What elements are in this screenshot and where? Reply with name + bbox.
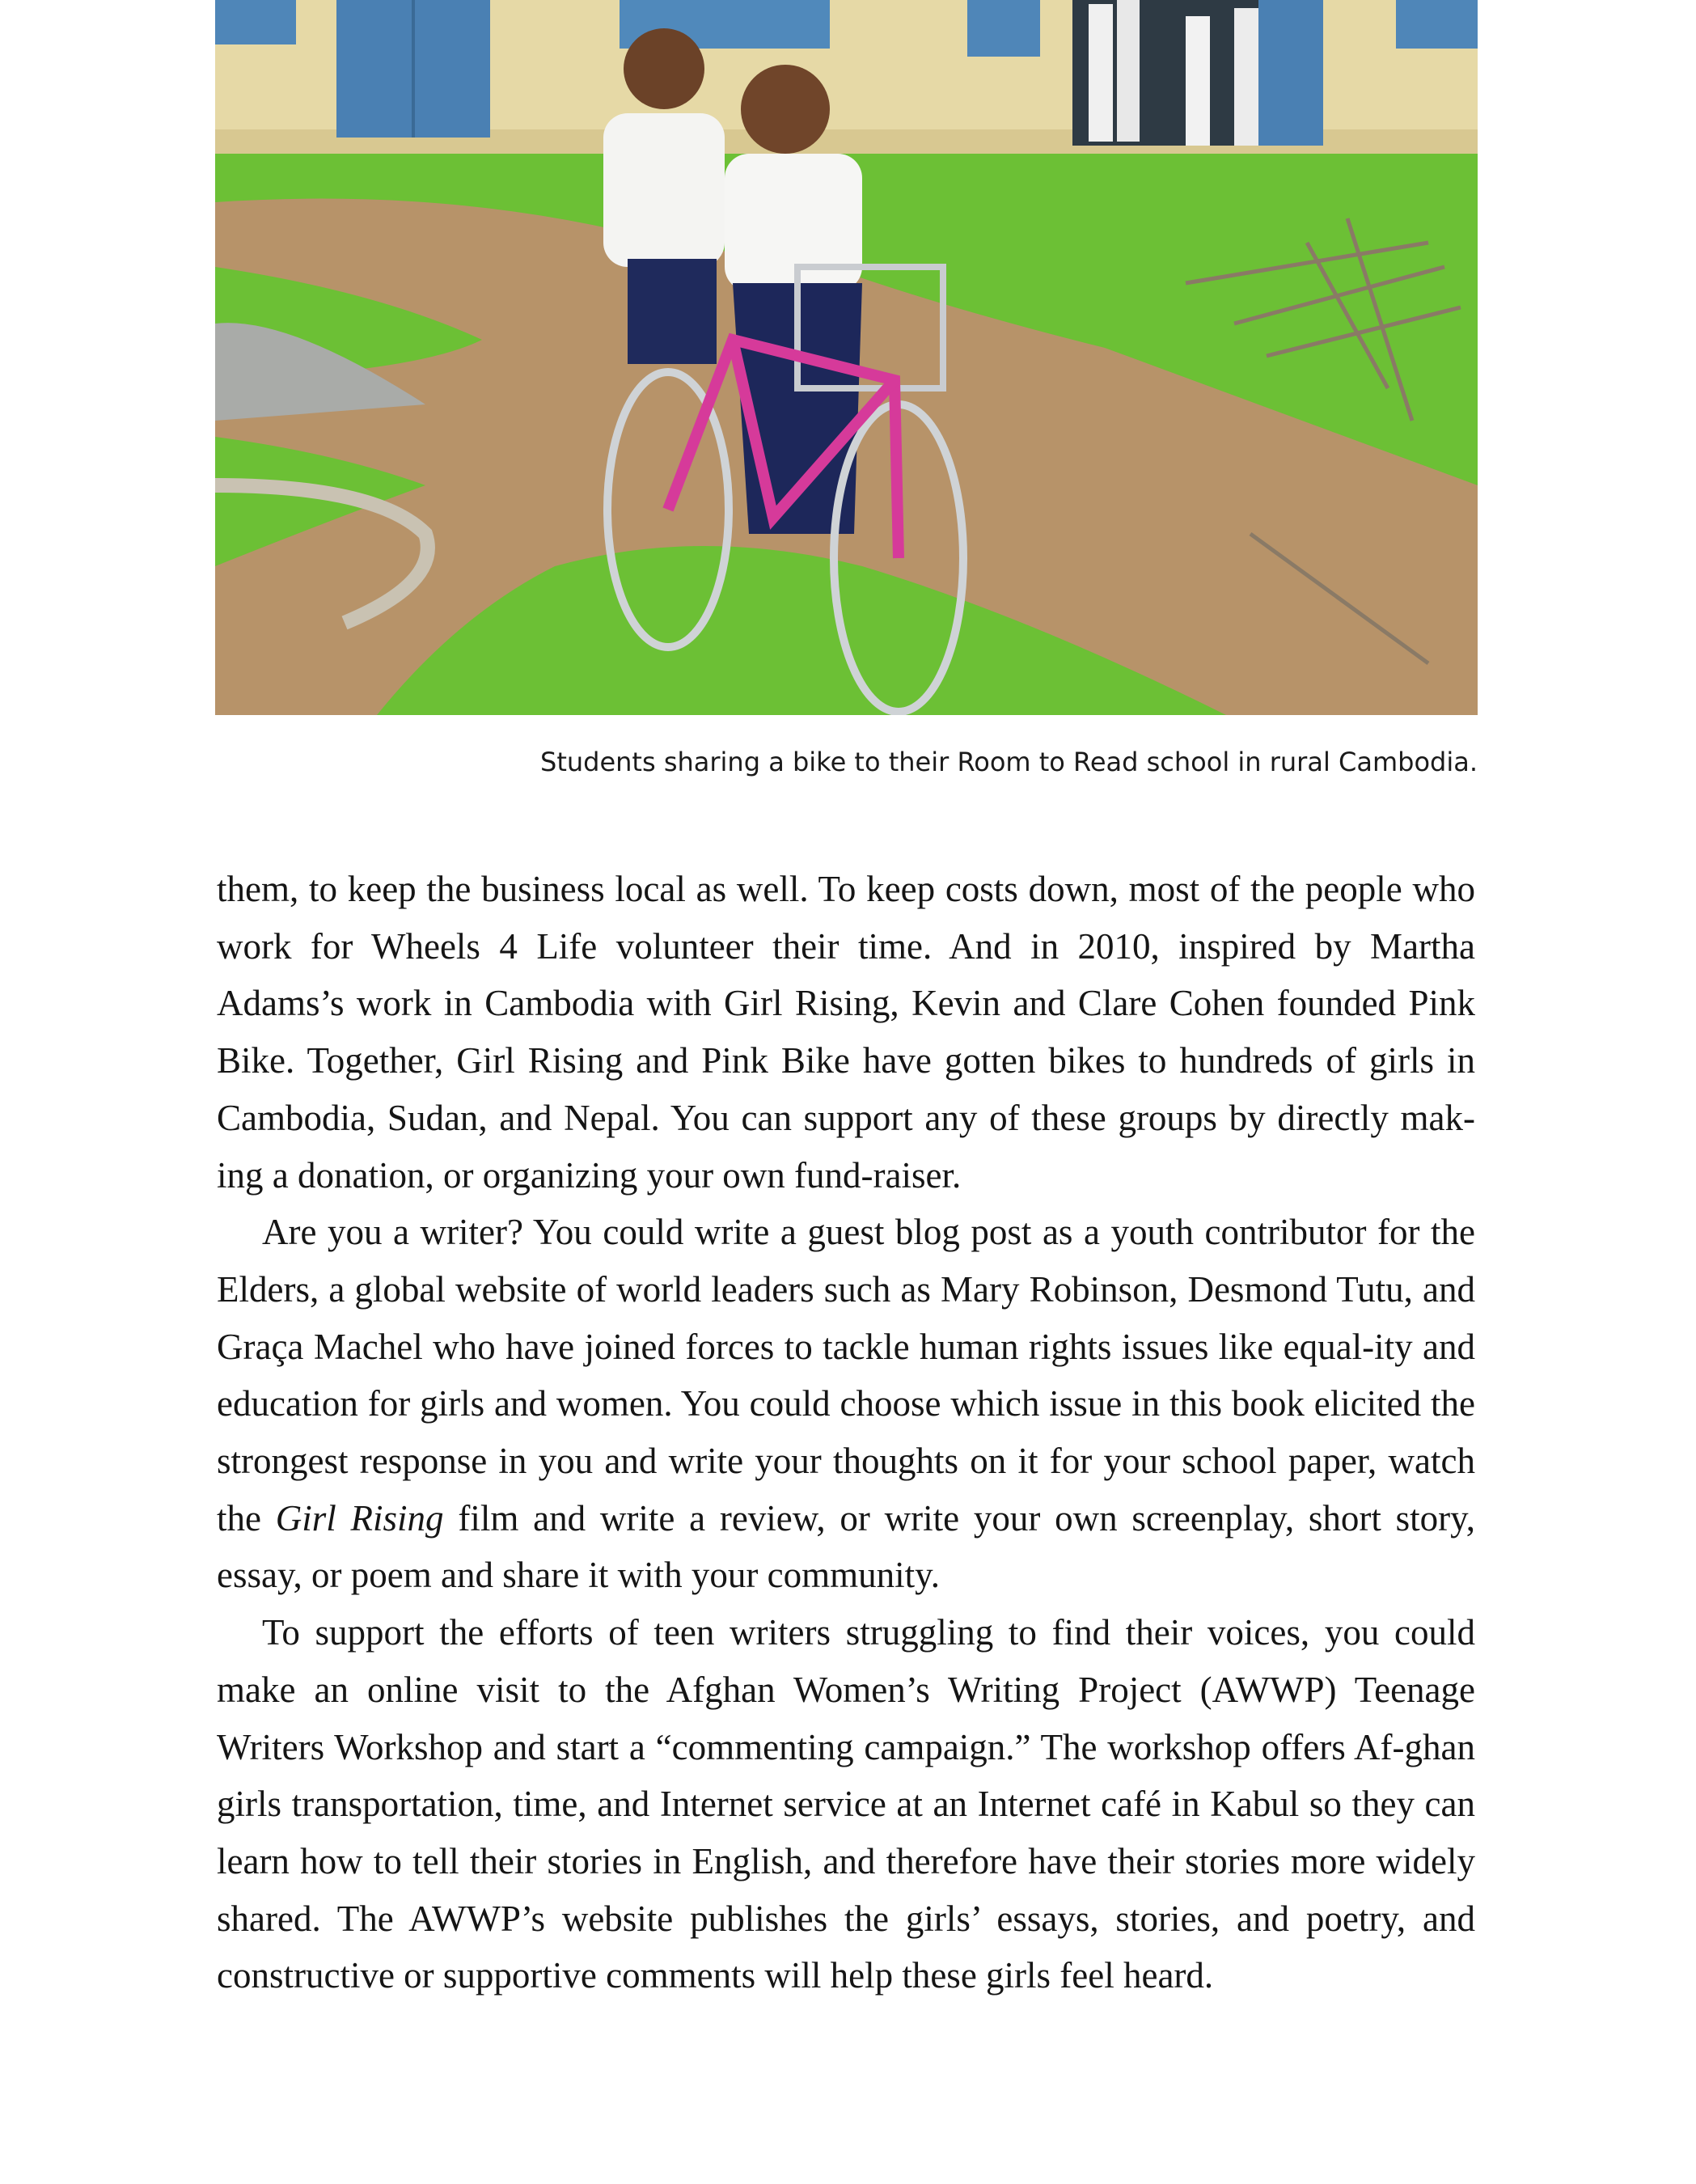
body-text [217, 861, 1475, 2004]
paragraph-3: To support the efforts of teen writers struggling to find their voices, you could make an online visit to the Afghan Women’s Writing Project (AWWP) Teenage Writers Workshop and start a “commenting campaign.” The workshop offers Af-ghan girls transportation, time, and Internet service at an Internet café in Kabul so they can learn how to tell their stories in English, and therefore have their stories more widely shared. The AWWP’s website publishes the girls’ essays, stories, and poetry, and constructive or supportive comments will help these girls feel heard. [217, 1612, 1475, 1996]
white-shirt [725, 154, 862, 291]
paragraph-2 [217, 1204, 1475, 1604]
paragraph-2-part-1: Are you a writer? You could write a guest blog post as a youth contributor for the Elders, a global website of world leaders such as Mary Robinson, Desmond Tutu, and Graça Machel who have joined forces to tackle human rights issues like equal-ity and education for girls and women. You could choose which issue in this book elicited the strongest response in you and write your thoughts on it for your school paper, watch the [217, 1212, 1475, 1539]
window [1396, 0, 1478, 49]
blue-door [1258, 0, 1323, 146]
photo-caption: Students sharing a bike to their Room to Read school in rural Cambodia. [540, 747, 1478, 777]
girl-face [741, 65, 830, 154]
white-shirt [603, 113, 725, 267]
paragraph-1: them, to keep the business local as well. To keep costs down, most of the people who work for Wheels 4 Life volunteer their time. And in 2010, inspired by Martha Adams’s work in Cambodia with Girl Rising, Kevin and Clare Cohen founded Pink Bike. Together, Girl Rising and Pink Bike have gotten bikes to hundreds of girls in Cambodia, Sudan, and Nepal. You can support any of these groups by directly mak-ing a donation, or organizing your own fund-raiser. [217, 869, 1475, 1196]
film-title-italic: Girl Rising [275, 1497, 444, 1539]
girl-face [624, 28, 704, 109]
paragraph-2-part-2: film and write a review, or write your own screenplay, short story, essay, or poem and share it with your community. [217, 1497, 1475, 1596]
window [967, 0, 1040, 57]
window [215, 0, 296, 44]
photo-cambodia-students-bike [215, 0, 1478, 715]
photo-illustration [215, 0, 1478, 715]
